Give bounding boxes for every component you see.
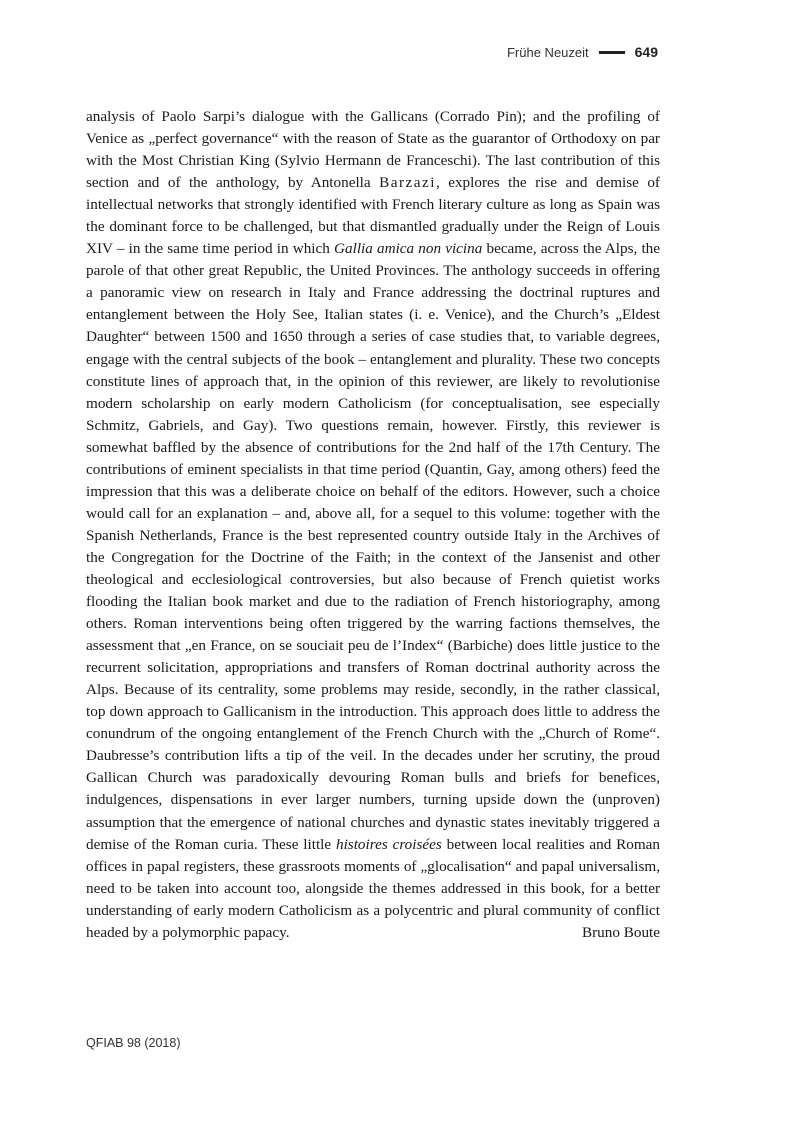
text-segment-3: became, across the Alps, the parole of that other great Republic, the United Provinces. The anthology succeeds in offering a panoramic view on research in Italy and France addressing the doctrinal ruptures and entanglement between the Holy See, Italian states (i. e. Venice), and the Church’s „Eldest Daughter“ between 1500 and 1650 through a series of case studies that, to variable degrees, engage with the central subjects of the book – entanglement and plurality. These two concepts constitute lines of approach that, in the opinion of this reviewer, are likely to revolutionise modern scholarship on early modern Catholicism (for conceptualisation, see especially Schmitz, Gabriels, and Gay). Two questions remain, however. Firstly, this reviewer is somewhat baffled by the absence of contributions for the 2nd half of the 17th Century. The contributions of eminent specialists in that time period (Quantin, Gay, among others) feed the impression that this was a deliberate choice on behalf of the editors. However, such a choice would call for an explanation – and, above all, for a sequel to this volume: together with the Spanish Netherlands, France is the best represented country outside Italy in the Archives of the Congregation for the Doctrine of the Faith; in the context of the Jansenist and other theological and ecclesiological controversies, but also because of French quietist works flooding the Italian book market and due to the radiation of French historiography, among others. Roman interventions being often triggered by the warring factions themselves, the assessment that „en France, on se souciait peu de l’Index“ (Barbiche) does little justice to the recurrent solicitation, appropriations and transfers of Roman doctrinal authority across the Alps. Because of its centrality, some problems may reside, secondly, in the rather classical, top down approach to Gallicanism in the introduction. This approach does little to address the conundrum of the ongoing entanglement of the French Church with the „Church of Rome“. Daubresse’s contribution lifts a tip of the veil. In the decades under her scrutiny, the proud Gallican Church was paradoxically devouring Roman bulls and briefs for benefices, indulgences, dispensations in ever larger numbers, turning upside down the (unproven) assumption that the emergence of national churches and dynastic states inevitably triggered a demise of the Roman curia. These little — [86, 240, 660, 853]
reviewer-name: Bruno Boute — [581, 923, 660, 941]
text-segment-4: between local realities and Roman offices in papal registers, these grassroots moments of „glocalisation“ and papal universalism, need to be taken into account too, alongside the themes addressed in this book, for a better understanding of early modern Catholicism as a polycentric and plural community of conflict headed by a polymorphic papacy. — [86, 835, 660, 941]
spaced-author-name: Barzazi — [379, 174, 436, 192]
text-segment-1: analysis of Paolo Sarpi’s dialogue with the Gallicans (Corrado Pin); and the profiling of Venice as „perfect governance“ with the reason of State as the guarantor of Orthodoxy on par with the Most Christian King (Sylvio Hermann de Franceschi). The last contribution of this section and of the anthology, by Antonella — [86, 108, 660, 192]
journal-footer: QFIAB 98 (2018) — [86, 1036, 181, 1050]
review-body — [86, 106, 660, 944]
running-header — [507, 44, 658, 60]
page-number: 649 — [634, 44, 658, 60]
header-rule — [599, 51, 625, 54]
review-paragraph — [86, 106, 660, 944]
text-segment-2: , explores the rise and demise of intellectual networks that strongly identified with French literary culture as long as Spain was the dominant force to be challenged, but that dismantled gradually under the Reign of Louis XIV – in the same time period in which — [86, 174, 660, 258]
section-title: Frühe Neuzeit — [506, 44, 589, 60]
italic-phrase-gallia: Gallia amica non vicina — [334, 240, 483, 258]
italic-phrase-histoires: histoires croisées — [335, 835, 442, 853]
